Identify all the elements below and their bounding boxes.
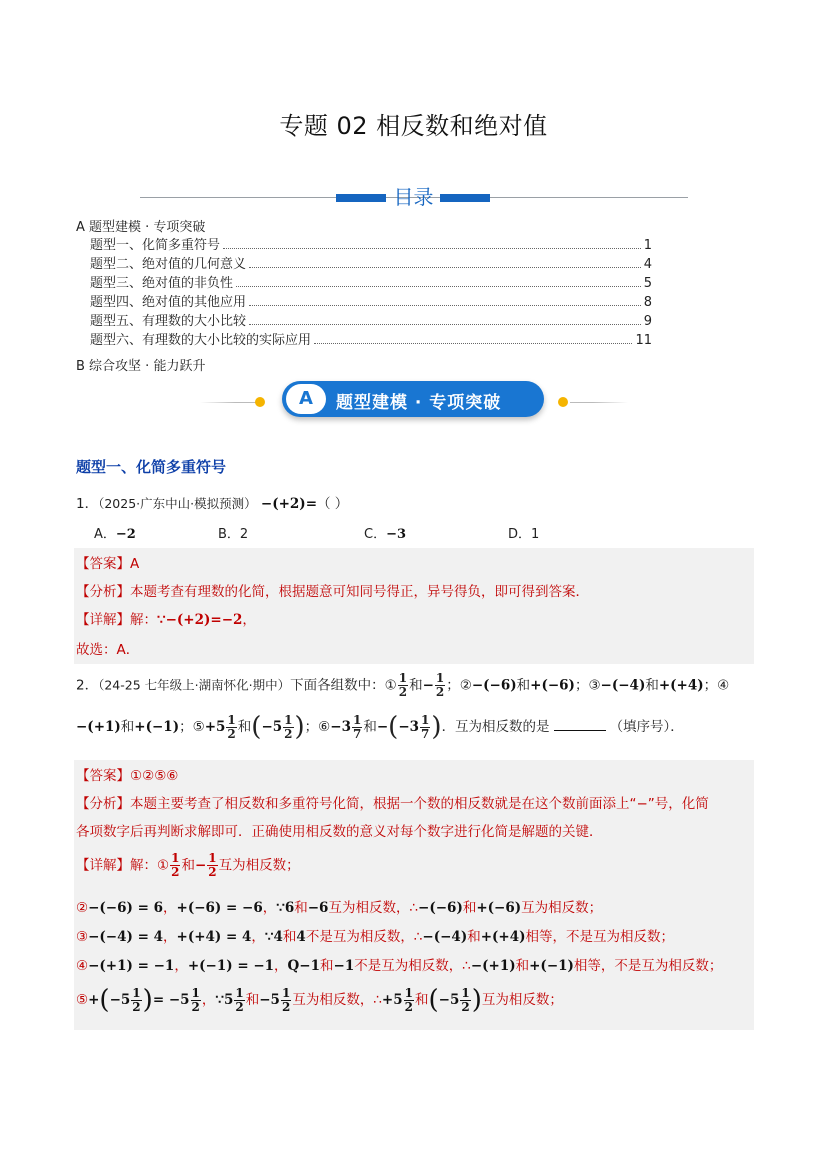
q2-answer: 【答案】①②⑤⑥ (76, 768, 179, 784)
q2-detail-1: 【详解】解：① $\frac{1}{2}$ 和− $\frac{1}{2}$ 互为相反数； (76, 851, 300, 879)
q1-option-c[interactable]: C．−3 (364, 527, 407, 542)
toc-item-1[interactable]: 题型一、化简多重符号 1 (90, 238, 652, 253)
toc-item-2[interactable]: 题型二、绝对值的几何意义 4 (90, 257, 652, 272)
q1-answer-box (74, 548, 754, 664)
q1-answer: 【答案】A (76, 556, 140, 572)
question-2-line-2: −(+1)和+(−1)；⑤+5 $\frac{1}{2}$ 和(−5 $\frac{1}{2}$ )；⑥−3 $\frac{1}{7}$ 和−(−3 $\frac{1}{7}$ )．互为相反数的是 （填序号）． (76, 712, 684, 742)
banner-dot-right (558, 397, 568, 407)
q1-conclusion: 故选：A． (76, 642, 140, 658)
toc-item-6[interactable]: 题型六、有理数的大小比较的实际应用 11 (90, 333, 652, 348)
q1-analysis: 【分析】本题考查有理数的化简，根据题意可知同号得正，异号得负，即可得到答案． (76, 584, 589, 600)
question-1: 1．（2025·广东中山·模拟预测） −(+2)=（ ） (76, 496, 349, 512)
toc-item-3[interactable]: 题型三、绝对值的非负性 5 (90, 276, 652, 291)
banner-dot-left (255, 397, 265, 407)
q2-detail-3: ③−(−4) = 4，+(+4) = 4，∵4和4不是互为相反数，∴−(−4)和+(+4)相等，不是互为相反数； (76, 929, 675, 945)
section-heading: 题型一、化简多重符号 (76, 458, 227, 476)
q2-detail-4: ④−(+1) = −1，+(−1) = −1，Q−1和−1不是互为相反数，∴−(+1)和+(−1)相等，不是互为相反数； (76, 958, 723, 974)
banner-text: 题型建模 · 专项突破 (336, 393, 502, 413)
q1-detail: 【详解】解：∵−(+2)=−2， (76, 612, 256, 628)
q1-option-d[interactable]: D．1 (508, 527, 540, 542)
banner-letter: A (286, 384, 326, 414)
toc-item-4[interactable]: 题型四、绝对值的其他应用 8 (90, 295, 652, 310)
banner-line-right (570, 402, 628, 403)
question-2-line-1: 2．（24-25 七年级上·湖南怀化·期中）下面各组数中：① $\frac{1}{2}$ 和− $\frac{1}{2}$ ；②−(−6)和+(−6)；③−(−4)和+(+4)；④ (76, 671, 730, 699)
toc-item-5[interactable]: 题型五、有理数的大小比较 9 (90, 314, 652, 329)
toc-heading: 目录 (393, 185, 434, 209)
banner-line-left (200, 402, 258, 403)
page-title: 专题 02 相反数和绝对值 (279, 112, 548, 140)
q2-detail-5: ⑤+(−5 $\frac{1}{2}$ )= −5 $\frac{1}{2}$ ，∵5 $\frac{1}{2}$ 和−5 $\frac{1}{2}$ 互为相反数，∴+5 $\frac{1}{2}$ 和(−5 $\frac{1}{2}$ )互为相反数； (76, 985, 563, 1015)
q2-analysis-2: 各项数字后再判断求解即可．正确使用相反数的意义对每个数字进行化简是解题的关键． (76, 824, 603, 840)
toc-section-b[interactable]: B 综合攻坚 · 能力跃升 (76, 359, 206, 374)
q1-option-a[interactable]: A．−2 (94, 527, 136, 542)
q2-detail-2: ②−(−6) = 6，+(−6) = −6，∵6和−6互为相反数，∴−(−6)和+(−6)互为相反数； (76, 900, 603, 916)
answer-blank[interactable] (554, 718, 606, 731)
toc-section-a[interactable]: A 题型建模 · 专项突破 (76, 220, 206, 235)
q2-analysis-1: 【分析】本题主要考查了相反数和多重符号化简，根据一个数的相反数就是在这个数前面添上“−”号，化简 (76, 796, 709, 812)
q1-option-b[interactable]: B．2 (218, 527, 249, 542)
